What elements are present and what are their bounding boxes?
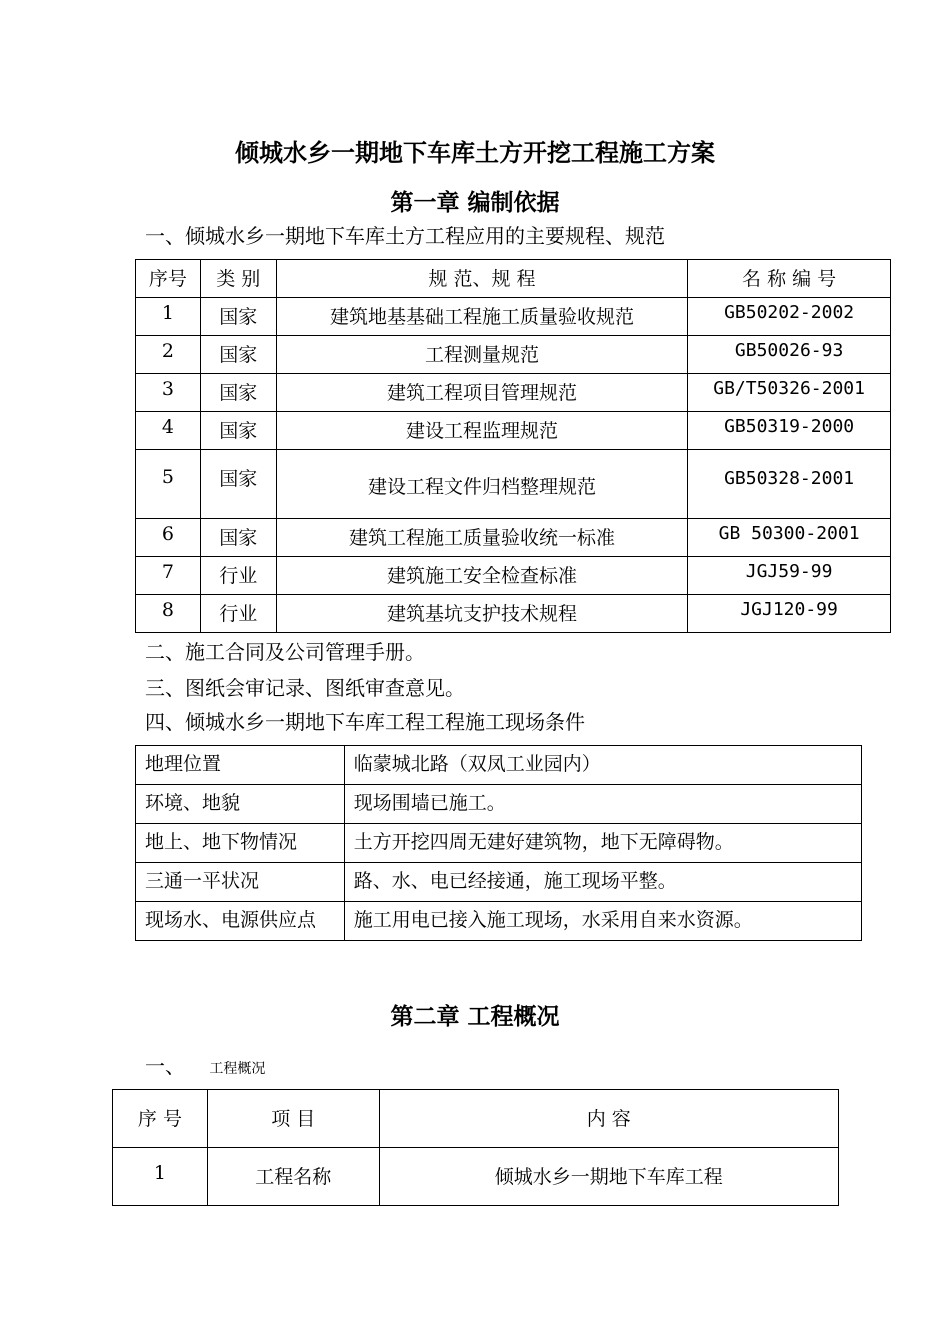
table-row bbox=[136, 824, 862, 863]
standards-table bbox=[135, 259, 891, 633]
section-4-heading: 四、倾城水乡一期地下车库工程工程施工现场条件 bbox=[145, 710, 585, 734]
table-cell: 行业 bbox=[200, 557, 276, 595]
header-cell: 名 称 编 号 bbox=[688, 260, 891, 298]
table-header-row bbox=[136, 260, 891, 298]
table-cell: 路、水、电已经接通，施工现场平整。 bbox=[344, 863, 861, 902]
table-row bbox=[136, 785, 862, 824]
table-cell: 现场水、电源供应点 bbox=[136, 902, 345, 941]
chapter-2-heading: 第二章 工程概况 bbox=[390, 1004, 560, 1030]
table-cell: 4 bbox=[136, 412, 201, 450]
table-cell: 建设工程监理规范 bbox=[276, 412, 688, 450]
table-cell: 国家 bbox=[200, 412, 276, 450]
table-cell: 国家 bbox=[200, 450, 276, 519]
table-cell: 5 bbox=[136, 450, 201, 519]
table-row bbox=[113, 1148, 839, 1206]
table-cell: 行业 bbox=[200, 595, 276, 633]
table-cell: GB50202-2002 bbox=[688, 298, 891, 336]
header-cell: 项 目 bbox=[207, 1090, 379, 1148]
table-cell: 土方开挖四周无建好建筑物，地下无障碍物。 bbox=[344, 824, 861, 863]
table-cell: 国家 bbox=[200, 374, 276, 412]
table-cell: 地上、地下物情况 bbox=[136, 824, 345, 863]
table-row bbox=[136, 374, 891, 412]
table-row bbox=[136, 298, 891, 336]
header-cell: 类 别 bbox=[200, 260, 276, 298]
header-cell: 内 容 bbox=[379, 1090, 838, 1148]
table-cell: 7 bbox=[136, 557, 201, 595]
table-cell: 地理位置 bbox=[136, 746, 345, 785]
section-1-heading: 一、倾城水乡一期地下车库土方工程应用的主要规程、规范 bbox=[145, 224, 665, 248]
table-cell: 国家 bbox=[200, 298, 276, 336]
table-cell: 三通一平状况 bbox=[136, 863, 345, 902]
overview-label bbox=[145, 1054, 265, 1081]
table-cell: 环境、地貌 bbox=[136, 785, 345, 824]
chapter-1-heading: 第一章 编制依据 bbox=[390, 190, 560, 216]
table-cell: 建筑施工安全检查标准 bbox=[276, 557, 688, 595]
table-cell: 工程名称 bbox=[207, 1148, 379, 1206]
table-cell: JGJ120-99 bbox=[688, 595, 891, 633]
table-cell: 建筑地基基础工程施工质量验收规范 bbox=[276, 298, 688, 336]
table-cell: 临蒙城北路（双凤工业园内） bbox=[344, 746, 861, 785]
table-cell: 2 bbox=[136, 336, 201, 374]
table-cell: 建筑工程项目管理规范 bbox=[276, 374, 688, 412]
overview-table bbox=[112, 1089, 839, 1206]
section-2-text: 二、施工合同及公司管理手册。 bbox=[145, 640, 425, 664]
table-cell: 倾城水乡一期地下车库工程 bbox=[379, 1148, 838, 1206]
table-row bbox=[136, 746, 862, 785]
table-cell: 国家 bbox=[200, 519, 276, 557]
site-conditions-table bbox=[135, 745, 862, 941]
table-cell: JGJ59-99 bbox=[688, 557, 891, 595]
table-cell: 3 bbox=[136, 374, 201, 412]
table-cell: GB50319-2000 bbox=[688, 412, 891, 450]
table-cell: 1 bbox=[113, 1148, 208, 1206]
table-cell: 建筑基坑支护技术规程 bbox=[276, 595, 688, 633]
table-cell: GB50026-93 bbox=[688, 336, 891, 374]
table-cell: GB50328-2001 bbox=[688, 450, 891, 519]
table-cell: 工程测量规范 bbox=[276, 336, 688, 374]
table-cell: 建设工程文件归档整理规范 bbox=[276, 450, 688, 519]
overview-label-number: 一、 bbox=[145, 1054, 185, 1078]
section-3-text: 三、图纸会审记录、图纸审查意见。 bbox=[145, 676, 465, 700]
table-cell: 建筑工程施工质量验收统一标准 bbox=[276, 519, 688, 557]
table-row bbox=[136, 902, 862, 941]
header-cell: 序 号 bbox=[113, 1090, 208, 1148]
table-cell: 现场围墙已施工。 bbox=[344, 785, 861, 824]
table-cell: 6 bbox=[136, 519, 201, 557]
table-cell: 8 bbox=[136, 595, 201, 633]
table-header-row bbox=[113, 1090, 839, 1148]
table-cell: GB 50300-2001 bbox=[688, 519, 891, 557]
header-cell: 规 范、规 程 bbox=[276, 260, 688, 298]
table-row bbox=[136, 595, 891, 633]
overview-label-text: 工程概况 bbox=[209, 1061, 266, 1077]
table-row bbox=[136, 450, 891, 519]
table-cell: 施工用电已接入施工现场，水采用自来水资源。 bbox=[344, 902, 861, 941]
document-title: 倾城水乡一期地下车库土方开挖工程施工方案 bbox=[235, 139, 715, 167]
table-row bbox=[136, 412, 891, 450]
header-cell: 序号 bbox=[136, 260, 201, 298]
table-row bbox=[136, 863, 862, 902]
table-cell: 国家 bbox=[200, 336, 276, 374]
table-cell: 1 bbox=[136, 298, 201, 336]
table-row bbox=[136, 519, 891, 557]
table-row bbox=[136, 336, 891, 374]
table-row bbox=[136, 557, 891, 595]
table-cell: GB/T50326-2001 bbox=[688, 374, 891, 412]
